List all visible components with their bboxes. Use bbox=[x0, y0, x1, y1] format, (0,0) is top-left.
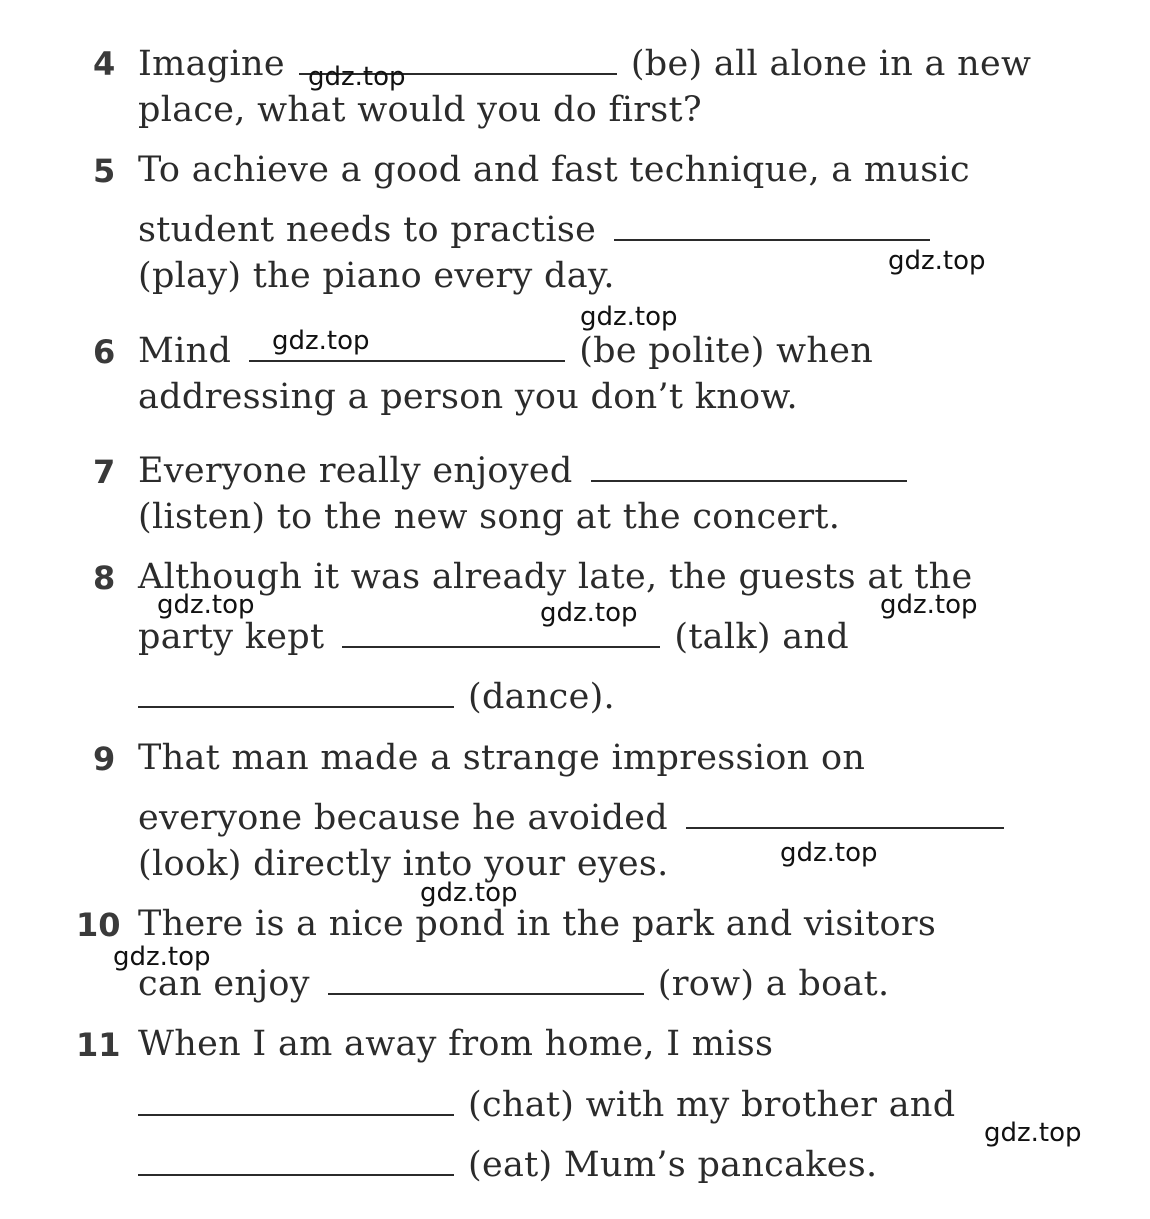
item-8-line-2 bbox=[138, 617, 849, 657]
item-text: (dance). bbox=[468, 677, 615, 717]
answer-blank[interactable] bbox=[342, 645, 660, 648]
watermark: gdz.top bbox=[420, 878, 518, 908]
item-6-line-2: addressing a person you don’t know. bbox=[138, 377, 798, 417]
answer-blank[interactable] bbox=[138, 705, 454, 708]
item-7-line-2: (listen) to the new song at the concert. bbox=[138, 497, 841, 537]
item-text: (talk) and bbox=[674, 617, 849, 657]
item-number: 11 bbox=[76, 1026, 121, 1064]
item-5-line-2 bbox=[138, 210, 944, 250]
watermark: gdz.top bbox=[880, 590, 978, 620]
item-text: party kept bbox=[138, 617, 325, 657]
answer-blank[interactable] bbox=[686, 826, 1004, 829]
item-9-line-1: That man made a strange impression on bbox=[138, 738, 866, 778]
answer-blank[interactable] bbox=[138, 1113, 454, 1116]
item-7-line-1 bbox=[138, 451, 921, 491]
item-11-line-3 bbox=[138, 1145, 878, 1185]
item-number: 9 bbox=[93, 740, 116, 778]
answer-blank[interactable] bbox=[138, 1173, 454, 1176]
item-11-line-2 bbox=[138, 1085, 956, 1125]
item-number: 7 bbox=[93, 453, 116, 491]
watermark: gdz.top bbox=[780, 838, 878, 868]
item-number: 8 bbox=[93, 559, 116, 597]
item-number: 10 bbox=[76, 906, 121, 944]
item-text: Imagine bbox=[138, 44, 285, 84]
item-4-line-2: place, what would you do first? bbox=[138, 90, 702, 130]
item-9-line-3: (look) directly into your eyes. bbox=[138, 844, 669, 884]
item-text: (chat) with my brother and bbox=[468, 1085, 956, 1125]
answer-blank[interactable] bbox=[249, 359, 565, 362]
answer-blank[interactable] bbox=[614, 238, 930, 241]
watermark: gdz.top bbox=[113, 942, 211, 972]
item-text: (eat) Mum’s pancakes. bbox=[468, 1145, 878, 1185]
item-text: (be) all alone in a new bbox=[630, 44, 1032, 84]
item-10-line-2 bbox=[138, 964, 890, 1004]
item-11-line-1: When I am away from home, I miss bbox=[138, 1024, 774, 1064]
item-8-line-3 bbox=[138, 677, 615, 717]
item-8-line-1: Although it was already late, the guests at the bbox=[138, 557, 973, 597]
watermark: gdz.top bbox=[540, 598, 638, 628]
item-text: everyone because he avoided bbox=[138, 798, 668, 838]
item-4-line-1 bbox=[138, 44, 1032, 84]
item-text: Everyone really enjoyed bbox=[138, 451, 573, 491]
watermark: gdz.top bbox=[984, 1118, 1082, 1148]
watermark: gdz.top bbox=[308, 62, 406, 92]
item-5-line-3: (play) the piano every day. bbox=[138, 256, 615, 296]
item-text: (be polite) when bbox=[579, 331, 874, 371]
item-number: 4 bbox=[93, 45, 116, 83]
answer-blank[interactable] bbox=[328, 992, 644, 995]
item-10-line-1: There is a nice pond in the park and visitors bbox=[138, 904, 937, 944]
item-6-line-1 bbox=[138, 331, 874, 371]
answer-blank[interactable] bbox=[591, 479, 907, 482]
item-9-line-2 bbox=[138, 798, 1018, 838]
item-text: student needs to practise bbox=[138, 210, 597, 250]
watermark: gdz.top bbox=[272, 326, 370, 356]
item-text: Mind bbox=[138, 331, 232, 371]
watermark: gdz.top bbox=[157, 590, 255, 620]
item-number: 5 bbox=[93, 152, 116, 190]
item-text: (row) a boat. bbox=[657, 964, 890, 1004]
watermark: gdz.top bbox=[888, 246, 986, 276]
item-5-line-1: To achieve a good and fast technique, a music bbox=[138, 150, 970, 190]
item-number: 6 bbox=[93, 333, 116, 371]
item-text: can enjoy bbox=[138, 964, 310, 1004]
watermark: gdz.top bbox=[580, 302, 678, 332]
